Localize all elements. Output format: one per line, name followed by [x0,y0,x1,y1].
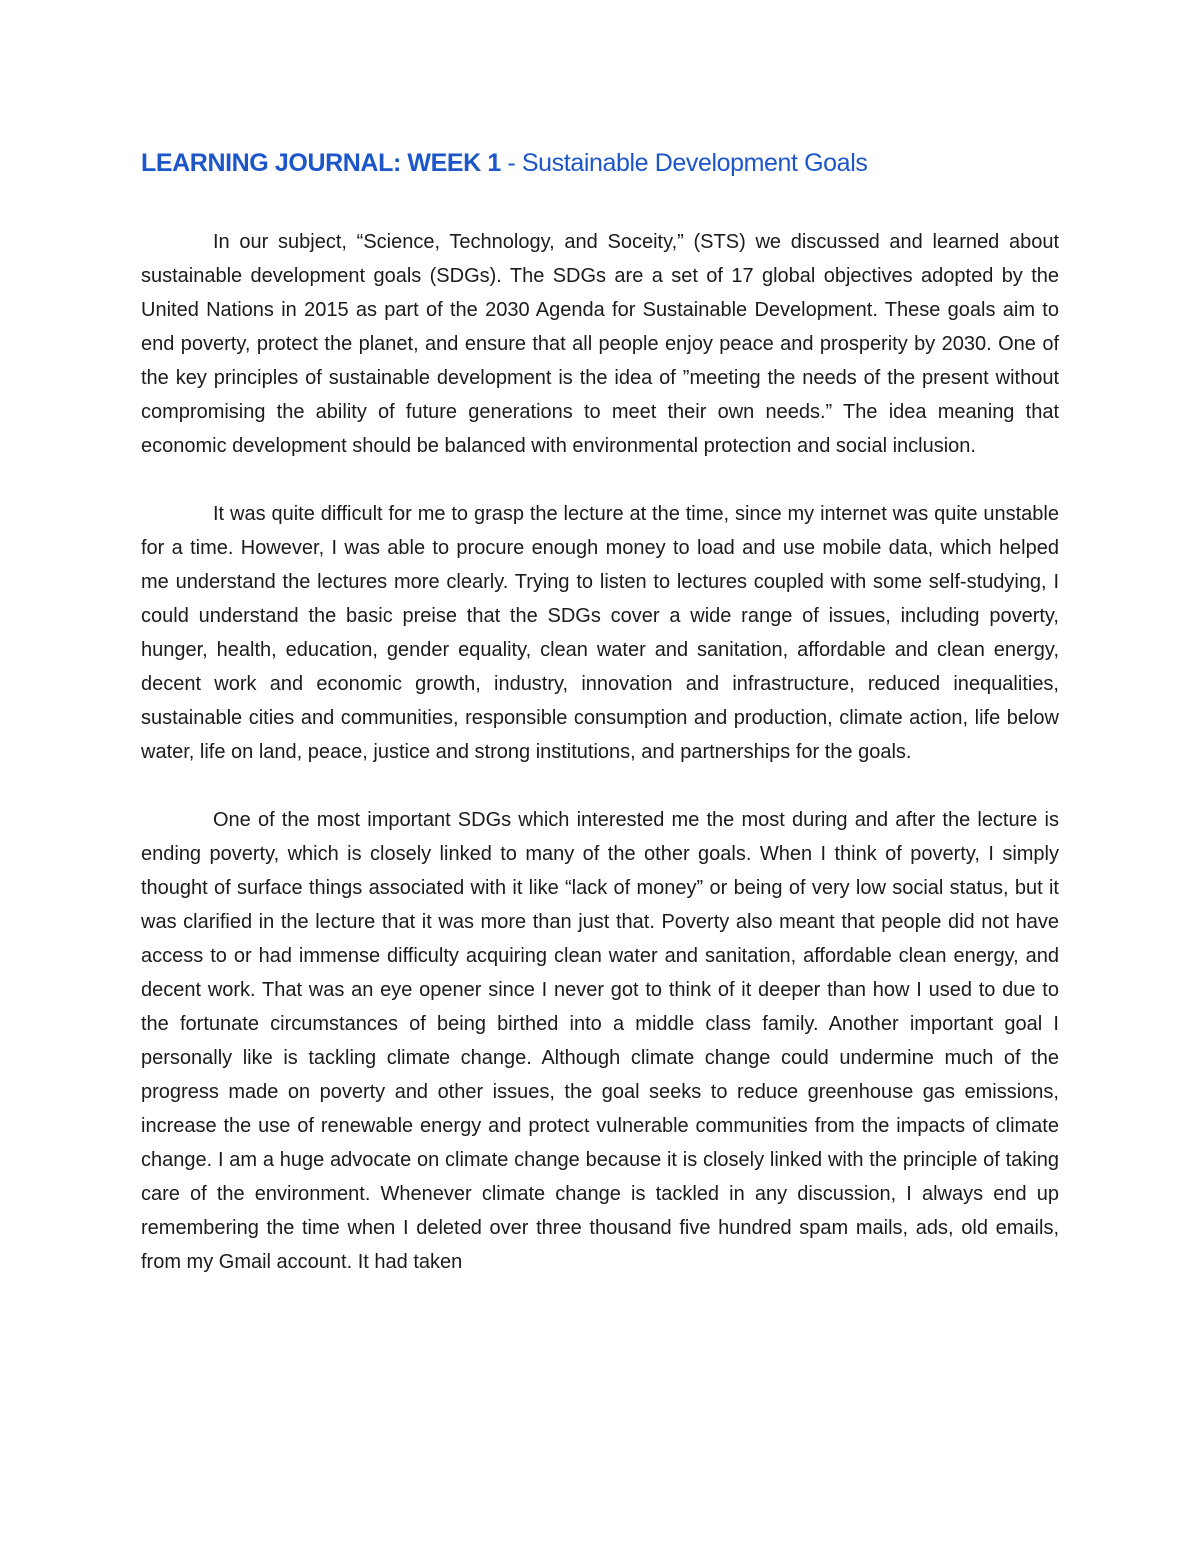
paragraph-important-sdgs: One of the most important SDGs which interested me the most during and after the lecture is ending poverty, which is closely linked to many of the other goals. When I think of poverty, I simply thought of surface things associated with it like “lack of money” or being of very low social status, but it was clarified in the lecture that it was more than just that. Poverty also meant that people did not have access to or had immense difficulty acquiring clean water and sanitation, affordable clean energy, and decent work. That was an eye opener since I never got to think of it deeper than how I used to due to the fortunate circumstances of being birthed into a middle class family. Another important goal I personally like is tackling climate change. Although climate change could undermine much of the progress made on poverty and other issues, the goal seeks to reduce greenhouse gas emissions, increase the use of renewable energy and protect vulnerable communities from the impacts of climate change. I am a huge advocate on climate change because it is closely linked with the principle of taking care of the environment. Whenever climate change is tackled in any discussion, I always end up remembering the time when I deleted over three thousand five hundred spam mails, ads, old emails, from my Gmail account. It had taken [141,809,1059,1273]
title-separator: - [500,149,522,177]
paragraph-intro: In our subject, “Science, Technology, and Soceity,” (STS) we discussed and learned about sustainable development goals (SDGs). The SDGs are a set of 17 global objectives adopted by the United Nations in 2015 as part of the 2030 Agenda for Sustainable Development. These goals aim to end poverty, protect the planet, and ensure that all people enjoy peace and prosperity by 2030. One of the key principles of sustainable development is the idea of ”meeting the needs of the present without compromising the ability of future generations to meet their own needs.” The idea meaning that economic development should be balanced with environmental protection and social inclusion. [141,231,1059,457]
title-subtitle: Sustainable Development Goals [521,149,868,177]
journal-body [141,225,1059,1313]
title-bold-part: LEARNING JOURNAL: WEEK 1 [141,149,501,177]
paragraph-lecture-difficulty: It was quite difficult for me to grasp the lecture at the time, since my internet was quite unstable for a time. However, I was able to procure enough money to load and use mobile data, which helped me understand the lectures more clearly. Trying to listen to lectures coupled with some self-studying, I could understand the basic preise that the SDGs cover a wide range of issues, including poverty, hunger, health, education, gender equality, clean water and sanitation, affordable and clean energy, decent work and economic growth, industry, innovation and infrastructure, reduced inequalities, sustainable cities and communities, responsible consumption and production, climate action, life below water, life on land, peace, justice and strong institutions, and partnerships for the goals. [141,503,1059,763]
page-title [141,143,1061,183]
